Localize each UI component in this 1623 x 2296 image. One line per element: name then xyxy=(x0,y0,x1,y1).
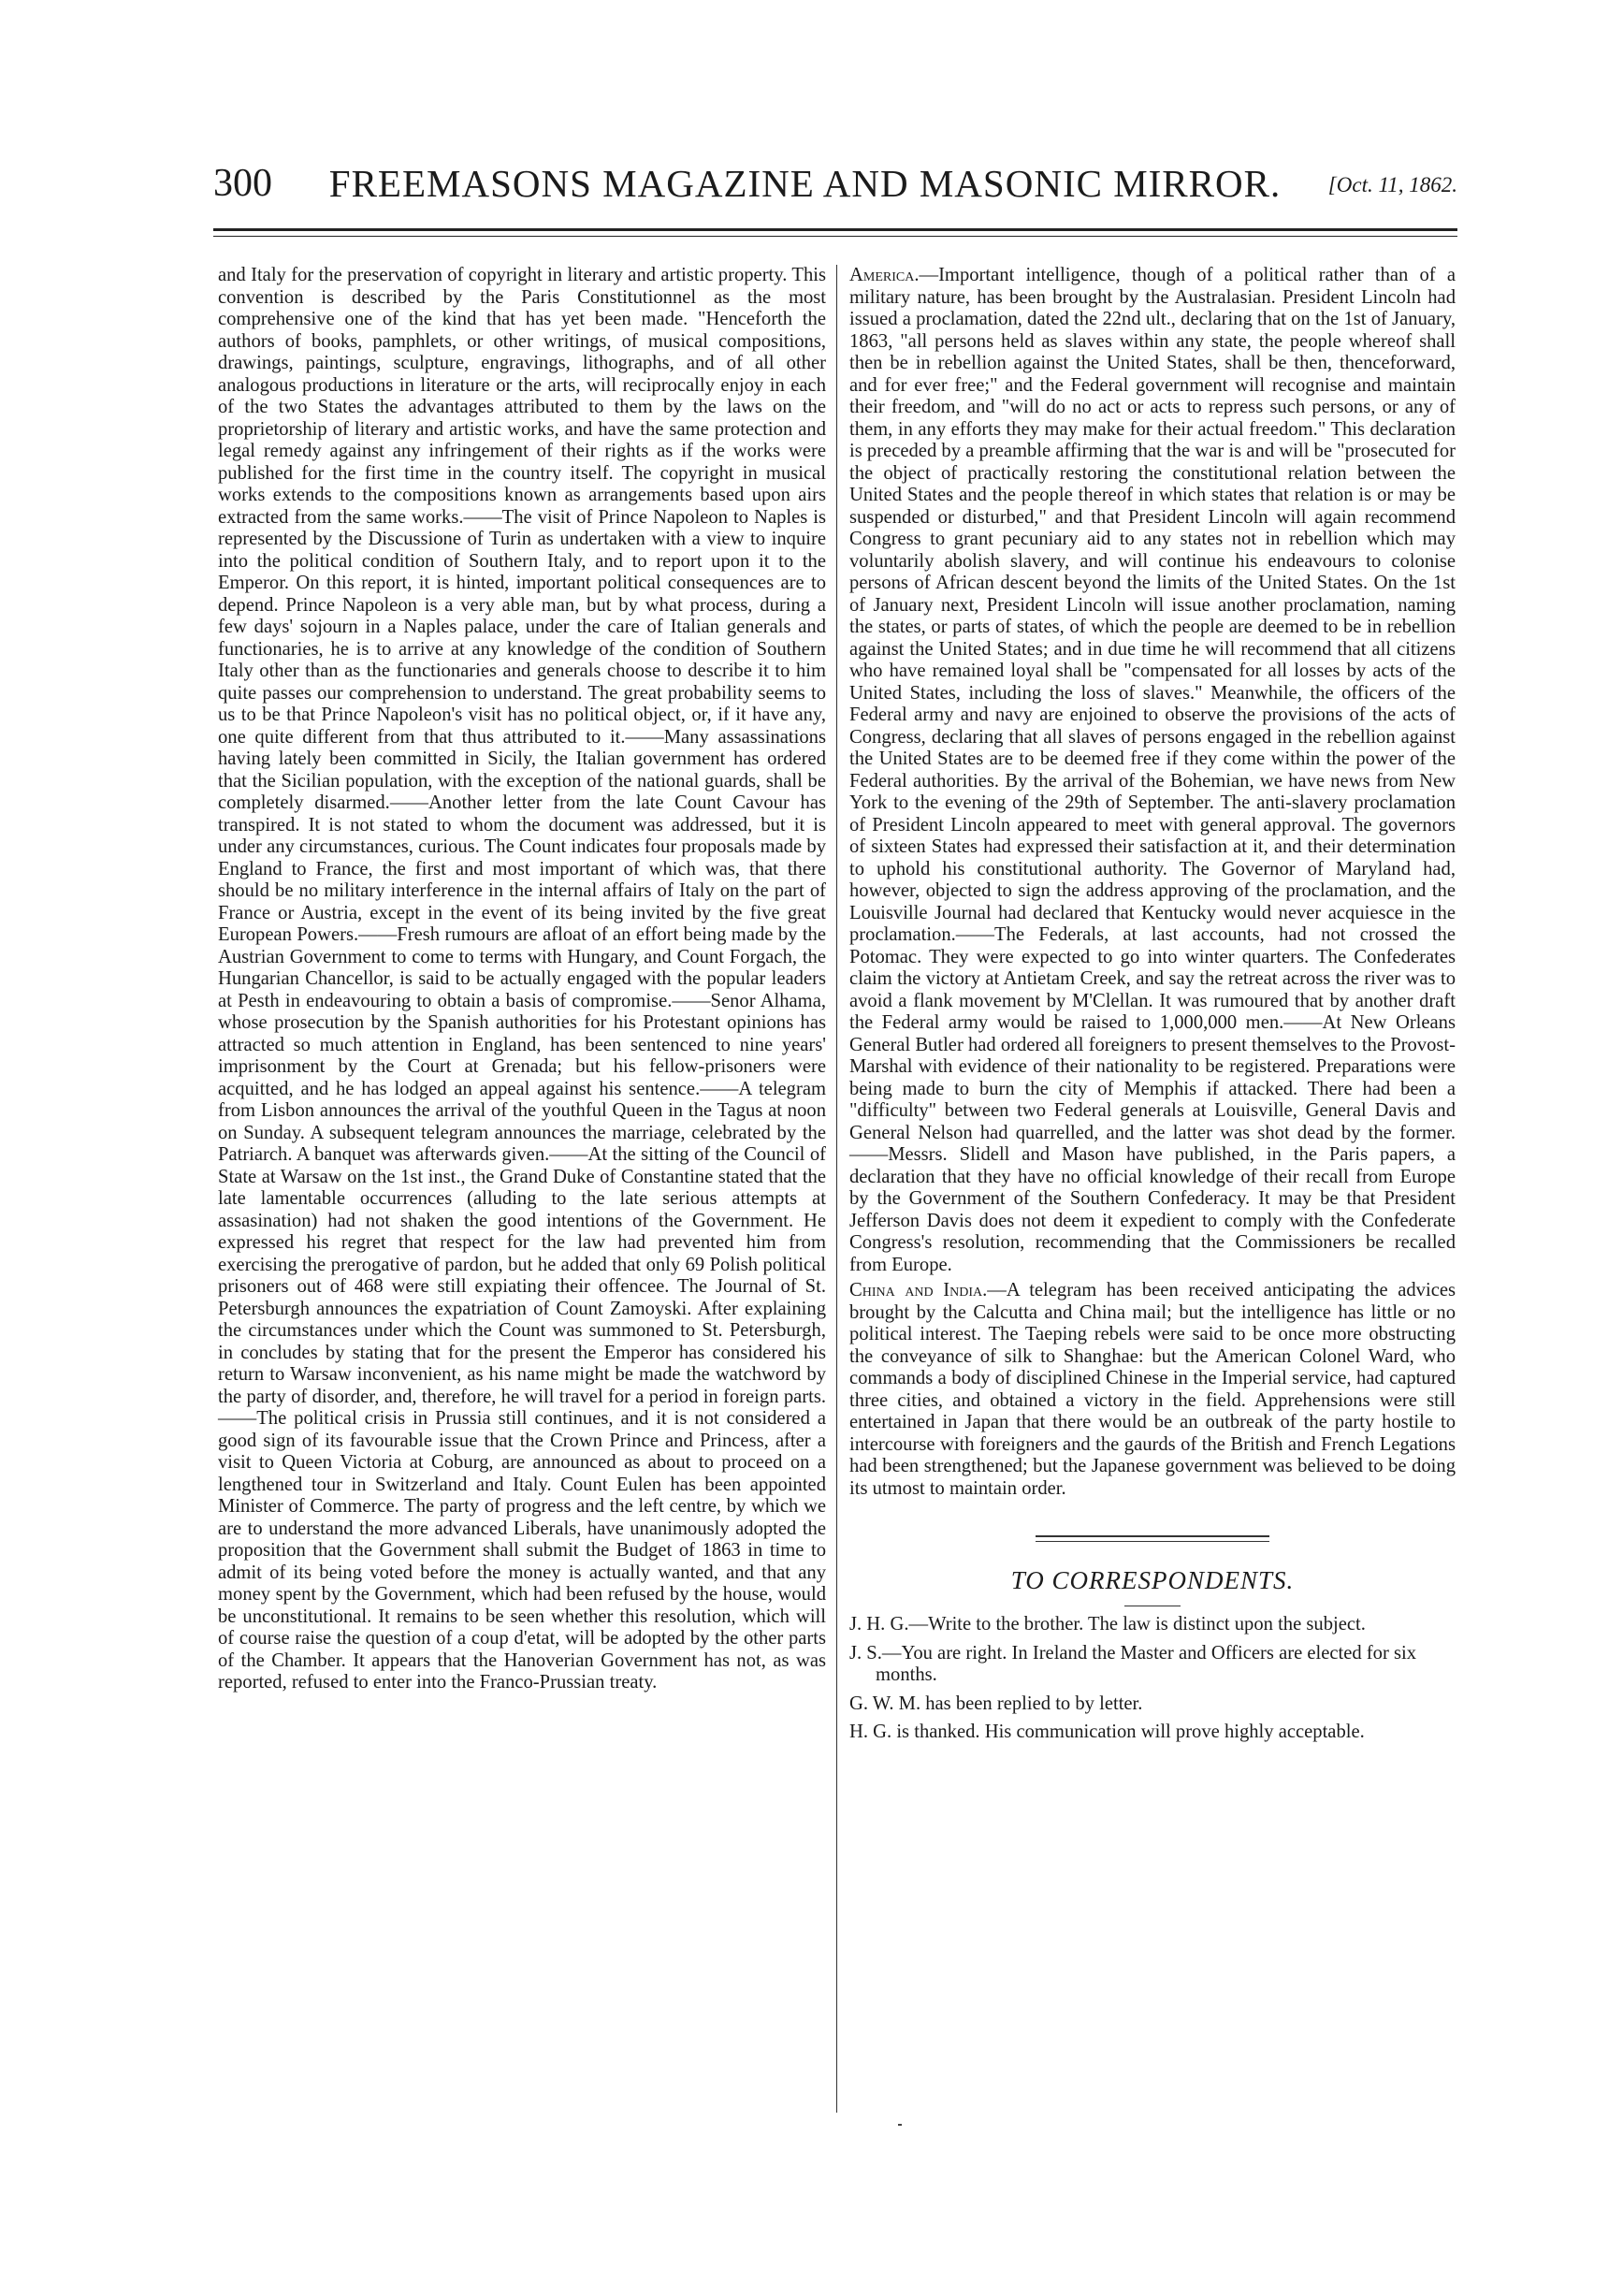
magazine-title: FREEMASONS MAGAZINE AND MASONIC MIRROR. xyxy=(328,162,1282,205)
correspondents-section xyxy=(849,1535,1456,1744)
page-number: 300 xyxy=(213,162,272,205)
page-header xyxy=(213,157,1457,217)
china-india-text: —A telegram has been received anticipating the advices brought by the Calcutta and China mail; but the intelligence has little or no political interest. The Taeping rebels were said to be once more obstructing the conveyance of silk to Shanghae: but the American Colonel Ward, who commands a body of disciplined Chinese in the Imperial service, had captured three cities, and obtained a victory in the field. Apprehensions were still entertained in Japan that there would be an outbreak of the party hostile to intercourse with foreigners and the gaurds of the British and French Legations had been strengthened; but the Japanese government was believed to be doing its utmost to maintain order. xyxy=(849,1280,1456,1499)
right-column xyxy=(849,265,1456,1751)
header-rule-thin xyxy=(213,236,1457,237)
column-divider xyxy=(836,265,837,2113)
correspondents-rule-thin xyxy=(1036,1541,1269,1542)
america-heading: America. xyxy=(849,265,920,285)
ink-mark xyxy=(898,2124,902,2126)
correspondent-entry: H. G. is thanked. His communication will prove highly acceptable. xyxy=(849,1722,1365,1742)
correspondent-entry: J. H. G.—Write to the brother. The law is distinct upon the subject. xyxy=(849,1614,1366,1635)
china-india-paragraph xyxy=(849,1280,1456,1500)
china-india-heading: China and India. xyxy=(849,1280,988,1301)
left-column xyxy=(218,265,826,1694)
america-text: —Important intelligence, though of a political rather than of a military nature, has been brought by the Australasian. President Lincoln had issued a proclamation, dated the 22nd ult., declaring that on the 1st of January, 1863, "all persons held as slaves within any state, the people whereof shall then be in rebellion against the United States, shall be then, thenceforward, and for ever free;" and the Federal government will recognise and maintain their freedom, and "will do no act or acts to repress such persons, or any of them, in any efforts they may make for their actual freedom." This declaration is preceded by a preamble affirming that the war is and will be "prosecuted for the object of practically restoring the constitutional relation between the United States and the people thereof in which states that relation is or may be suspended or disturbed," and that President Lincoln will again recommend Congress to grant pecuniary aid to any states not in rebellion which may voluntarily abolish slavery, and will continue his endeavours to colonise persons of African descent beyond the limits of the United States. On the 1st of January next, President Lincoln will issue another proclamation, naming the states, or parts of states, of which the people are deemed to be in rebellion against the United States; and in due time he will recommend that all citizens who have remained loyal shall be "compensated for all losses by acts of the United States, including the loss of slaves." Meanwhile, the officers of the Federal army and navy are enjoined to observe the provisions of the acts of Congress, declaring that all slaves of persons engaged in the rebellion against the United States are to be deemed free if they come within the power of the Federal authorities. By the arrival of the Bohemian, we have news from New York to the evening of the 29th of September. The anti-slavery proclamation of President Lincoln appeared to meet with general approval. The governors of sixteen States had expressed their satisfaction at it, and their determination to uphold his constitutional authority. The Governor of Maryland had, however, objected to sign the address approving of the proclamation, and the Louisville Journal had declared that Kentucky would never acquiesce in the proclamation.——The Federals, at last accounts, had not crossed the Potomac. They were expected to go into winter quarters. The Confederates claim the victory at Antietam Creek, and say the retreat across the river was to avoid a flank movement by M'Clellan. It was rumoured that by another draft the Federal army would be raised to 1,000,000 men.——At New Orleans General Butler had ordered all foreigners to present themselves to the Provost-Marshal with evidence of their nationality to be registered. Preparations were being made to burn the city of Memphis if attacked. There had been a "difficulty" between two Federal generals at Louisville, General Davis and General Nelson had quarrelled, and the latter was shot dead by the former.——Messrs. Slidell and Mason have published, in the Paris papers, a declaration that they have no official knowledge of their recall from Europe by the Government of the Southern Confederacy. It may be that President Jefferson Davis does not deem it expedient to comply with the Confederate Congress's resolution, recommending that the Commissioners be recalled from Europe. xyxy=(849,265,1456,1275)
issue-date: [Oct. 11, 1862. xyxy=(1327,173,1457,196)
correspondent-entry: G. W. M. has been replied to by letter. xyxy=(849,1693,1143,1714)
header-rule-thick xyxy=(213,228,1457,231)
correspondent-entry: J. S.—You are right. In Ireland the Master and Officers are elected for six months. xyxy=(849,1642,1416,1685)
america-paragraph xyxy=(849,265,1456,1276)
correspondents-title: TO CORRESPONDENTS. xyxy=(1010,1566,1295,1594)
correspondents-rule-thick xyxy=(1036,1535,1269,1537)
left-column-text: and Italy for the preservation of copyright in literary and artistic property. This convention is described by the Paris Constitutionnel as the most comprehensive one of the kind that has yet been made. "Henceforth the authors of books, pamphlets, or other writings, of musical compositions, drawings, paintings, sculpture, engravings, lithographs, and of all other analogous productions in literature or the arts, will reciprocally enjoy in each of the two States the advantages attributed to them by the laws on the proprietorship of literary and artistic works, and have the same protection and legal remedy against any infringement of their rights as if the works were published for the first time in the country itself. The copyright in musical works extends to the compositions known as arrangements based upon airs extracted from the same works.——The visit of Prince Napoleon to Naples is represented by the Discussione of Turin as undertaken with a view to inquire into the political condition of Southern Italy, and to report upon it to the Emperor. On this report, it is hinted, important political consequences are to depend. Prince Napoleon is a very able man, but by what process, during a few days' sojourn in a Naples palace, under the care of Italian generals and functionaries, he is to arrive at any knowledge of the condition of Southern Italy other than as the functionaries and generals choose to describe it to him quite passes our comprehension to understand. The great probability seems to us to be that Prince Napoleon's visit has no political object, or, if it have any, one quite different from that thus attributed to it.——Many assassinations having lately been committed in Sicily, the Italian government has ordered that the Sicilian population, with the exception of the national guards, shall be completely disarmed.——Another letter from the late Count Cavour has transpired. It is not stated to whom the document was addressed, but it is under any circumstances, curious. The Count indicates four proposals made by England to France, the first and most important of which was, that there should be no military interference in the internal affairs of Italy on the part of France or Austria, except in the event of its being invited by the five great European Powers.——Fresh rumours are afloat of an effort being made by the Austrian Government to come to terms with Hungary, and Count Forgach, the Hungarian Chancellor, is said to be actually engaged with the popular leaders at Pesth in endeavouring to obtain a basis of compromise.——Senor Alhama, whose prosecution by the Spanish authorities for his Protestant opinions has attracted so much attention in England, has been sentenced to nine years' imprisonment by the Court at Grenada; but his fellow-prisoners were acquitted, and he has lodged an appeal against his sentence.——A telegram from Lisbon announces the arrival of the youthful Queen in the Tagus at noon on Sunday. A subsequent telegram announces the marriage, celebrated by the Patriarch. A banquet was afterwards given.——At the sitting of the Council of State at Warsaw on the 1st inst., the Grand Duke of Constantine stated that the late lamentable occurrences (alluding to the late serious attempts at assasination) had not shaken the good intentions of the Government. He expressed his regret that respect for the law had prevented him from exercising the prerogative of pardon, but he added that only 69 Polish political prisoners out of 468 were still expiating their offencee. The Journal of St. Petersburgh announces the expatriation of Count Zamoyski. After explaining the circumstances under which the Count was summoned to St. Petersburgh, in concludes by stating that for the present the Emperor has considered his return to Warsaw inconvenient, as his name might be made the watchword by the party of disorder, and, therefore, he will travel for a period in foreign parts.——The political crisis in Prussia still continues, and it is not considered a good sign of its favourable issue that the Crown Prince and Princess, after a visit to Queen Victoria at Coburg, are announced as about to proceed on a lengthened tour in Switzerland and Italy. Count Eulen has been appointed Minister of Commerce. The party of progress and the left centre, by which we are to understand the more advanced Liberals, have unanimously adopted the proposition that the Government shall submit the Budget of 1863 in time to admit of its being voted before the money is actually wanted, and that any money spent by the Government, which had been refused by the house, would be unconstitutional. It remains to be seen whether this resolution, which will of course raise the question of a coup d'etat, will be adopted by the other parts of the Chamber. It appears that the Hanoverian Government has not, as was reported, refused to enter into the Franco-Prussian treaty. xyxy=(218,265,826,1693)
